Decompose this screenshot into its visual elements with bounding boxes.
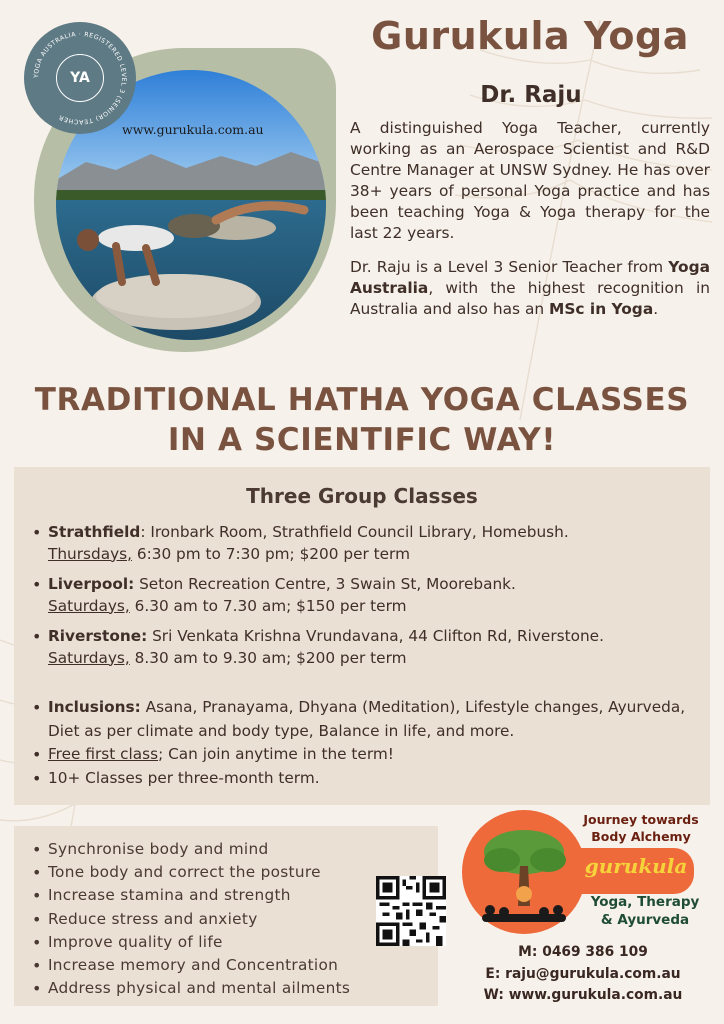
class-venue: Seton Recreation Centre, 3 Swain St, Moorebank. <box>134 575 516 593</box>
tree-icon <box>472 822 576 926</box>
bio-org-name: Yoga Australia <box>350 258 710 297</box>
list-item: • Increase stamina and strength <box>30 884 430 907</box>
list-item: • Synchronise body and mind <box>30 838 430 861</box>
logo-tagline: Journey towards Body Alchemy <box>583 812 699 844</box>
headline-line-2: IN A SCIENTIFIC WAY! <box>167 422 557 458</box>
benefits-list <box>30 838 430 1000</box>
inclusions-list <box>30 696 700 790</box>
list-item: • Reduce stress and anxiety <box>30 908 430 931</box>
class-day: Saturdays, <box>48 596 130 615</box>
contact-mobile[interactable]: M: 0469 386 109 <box>518 944 648 960</box>
list-item <box>30 626 700 669</box>
badge-ring-text: YOGA AUSTRALIA · REGISTERED LEVEL 3 (SENIOR) TEACHER <box>32 30 128 126</box>
page-title: Gurukula Yoga <box>371 14 689 58</box>
list-item <box>30 574 700 617</box>
teacher-bio <box>350 118 710 333</box>
class-time: 6:30 pm to 7:30 pm; $200 per term <box>131 544 410 563</box>
classes-title: Three Group Classes <box>246 484 478 508</box>
class-list <box>30 522 700 678</box>
class-time: 8.30 am to 9.30 am; $200 per term <box>129 648 407 667</box>
class-location: Riverstone: <box>48 627 148 645</box>
main-headline <box>0 380 724 460</box>
qr-code[interactable] <box>376 876 446 946</box>
class-day: Thursdays, <box>48 544 132 563</box>
list-item: • Improve quality of life <box>30 931 430 954</box>
headline-line-1: TRADITIONAL HATHA YOGA CLASSES <box>34 382 690 418</box>
contact-block <box>456 942 710 1007</box>
bio-degree: MSc in Yoga <box>549 300 654 318</box>
contact-email[interactable]: E: raju@gurukula.com.au <box>485 965 681 982</box>
bio-paragraph-2: Dr. Raju is a Level 3 Senior Teacher from Yoga Australia, with the highest recognition in Australia and also has an MSc in Yoga. <box>350 258 710 318</box>
badge-initials: YA <box>56 54 104 102</box>
list-item <box>30 522 700 565</box>
term-classes-text: 10+ Classes per three-month term. <box>48 768 320 787</box>
list-item: • Address physical and mental ailments <box>30 977 430 1000</box>
list-item <box>30 696 700 743</box>
free-class-text: Free first class <box>48 745 159 763</box>
photo-website-text: www.gurukula.com.au <box>122 122 264 137</box>
class-time: 6.30 am to 7.30 am; $150 per term <box>129 596 407 615</box>
class-day: Saturdays, <box>48 648 130 667</box>
list-item <box>30 767 700 791</box>
class-venue: : Ironbark Room, Strathfield Council Library, Homebush. <box>140 523 569 541</box>
logo-services: Yoga, Therapy & Ayurveda <box>590 894 700 928</box>
class-location: Strathfield <box>48 523 141 541</box>
list-item: • Increase memory and Concentration <box>30 954 430 977</box>
teacher-name: Dr. Raju <box>480 82 582 108</box>
contact-website[interactable]: W: www.gurukula.com.au <box>483 987 683 1003</box>
inclusions-text: Asana, Pranayama, Dhyana (Meditation), Lifestyle changes, Ayurveda, Diet as per climate and body type, Balance in life, and more. <box>48 698 686 740</box>
class-venue: Sri Venkata Krishna Vrundavana, 44 Clifton Rd, Riverstone. <box>147 627 604 645</box>
list-item: • Tone body and correct the posture <box>30 861 430 884</box>
class-location: Liverpool: <box>48 575 135 593</box>
bio-paragraph-1: A distinguished Yoga Teacher, currently working as an Aerospace Scientist and R&D Centre Manager at UNSW Sydney. He has over 38+ years of personal Yoga practice and has been teaching Yoga & Yoga therapy for the last 22 years. <box>350 119 710 242</box>
logo-script-name: gurukula <box>584 854 688 878</box>
inclusions-label: Inclusions: <box>48 698 141 716</box>
list-item: • Free first class; Can join anytime in the term! <box>30 743 700 767</box>
